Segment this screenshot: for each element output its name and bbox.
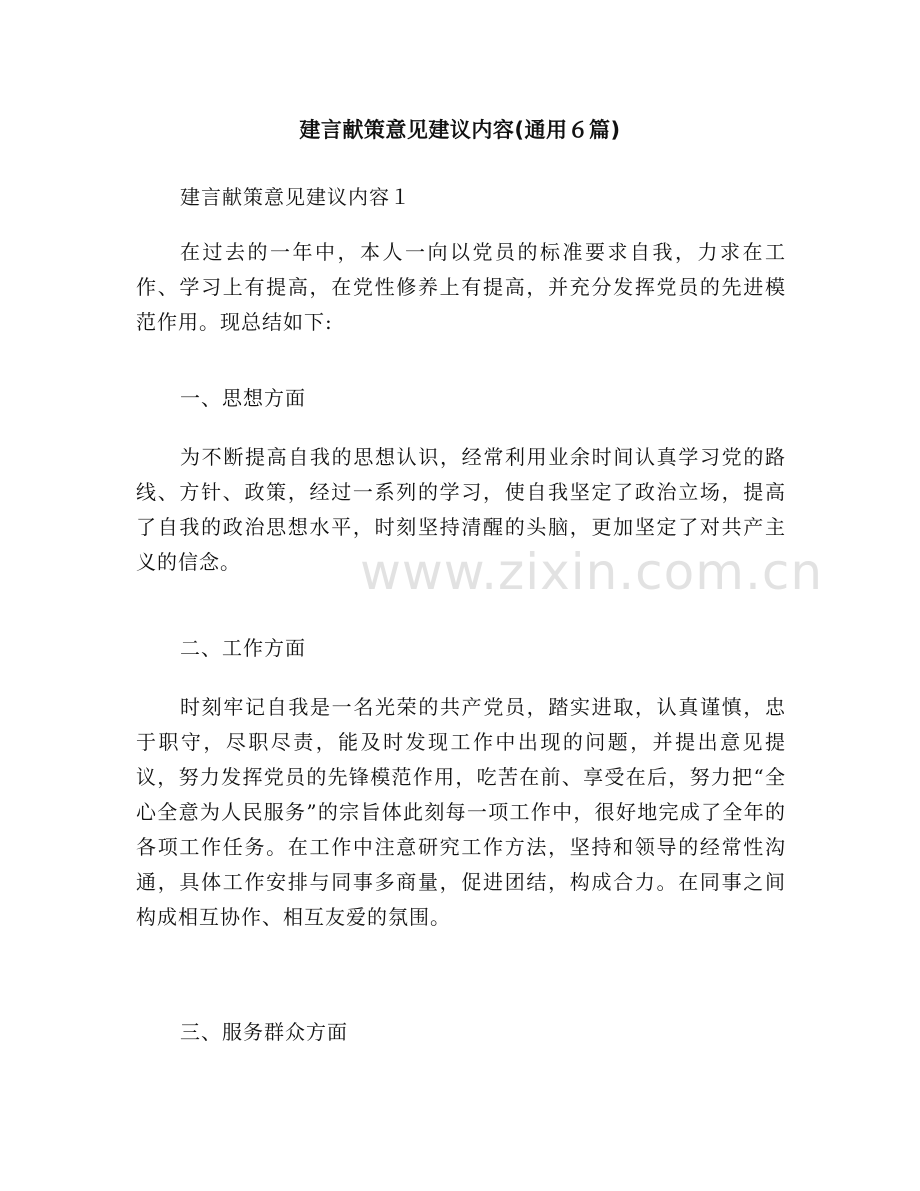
section-subtitle: 建言献策意见建议内容１ (180, 185, 411, 209)
intro-paragraph: 在过去的一年中，本人一向以党员的标准要求自我，力求在工作、学习上有提高，在党性修养上有提高，并充分发挥党员的先进模范作用。现总结如下: (136, 240, 786, 334)
heading-thought: 一、思想方面 (180, 386, 306, 410)
paragraph-thought: 为不断提高自我的思想认识，经常利用业余时间认真学习党的路线、方针、政策，经过一系列的学习，使自我坚定了政治立场，提高了自我的政治思想水平，时刻坚持清醒的头脑，更加坚定了对共产主义的信念。 (136, 445, 786, 574)
watermark-logo: www.zixin.com.cn (360, 543, 824, 601)
document-title: 建言献策意见建议内容(通用６篇) (299, 118, 621, 142)
paragraph-work: 时刻牢记自我是一名光荣的共产党员，踏实进取，认真谨慎，忠于职守，尽职尽责，能及时发现工作中出现的问题，并提出意见提议，努力发挥党员的先锋模范作用，吃苦在前、享受在后，努力把“全心全意为人民服务”的宗旨体此刻每一项工作中，很好地完成了全年的各项工作任务。在工作中注意研究工作方法，坚持和领导的经常性沟通，具体工作安排与同事多商量，促进团结，构成合力。在同事之间构成相互协作、相互友爱的氛围。 (136, 695, 786, 929)
heading-service: 三、服务群众方面 (180, 1020, 348, 1044)
heading-work: 二、工作方面 (180, 636, 306, 660)
